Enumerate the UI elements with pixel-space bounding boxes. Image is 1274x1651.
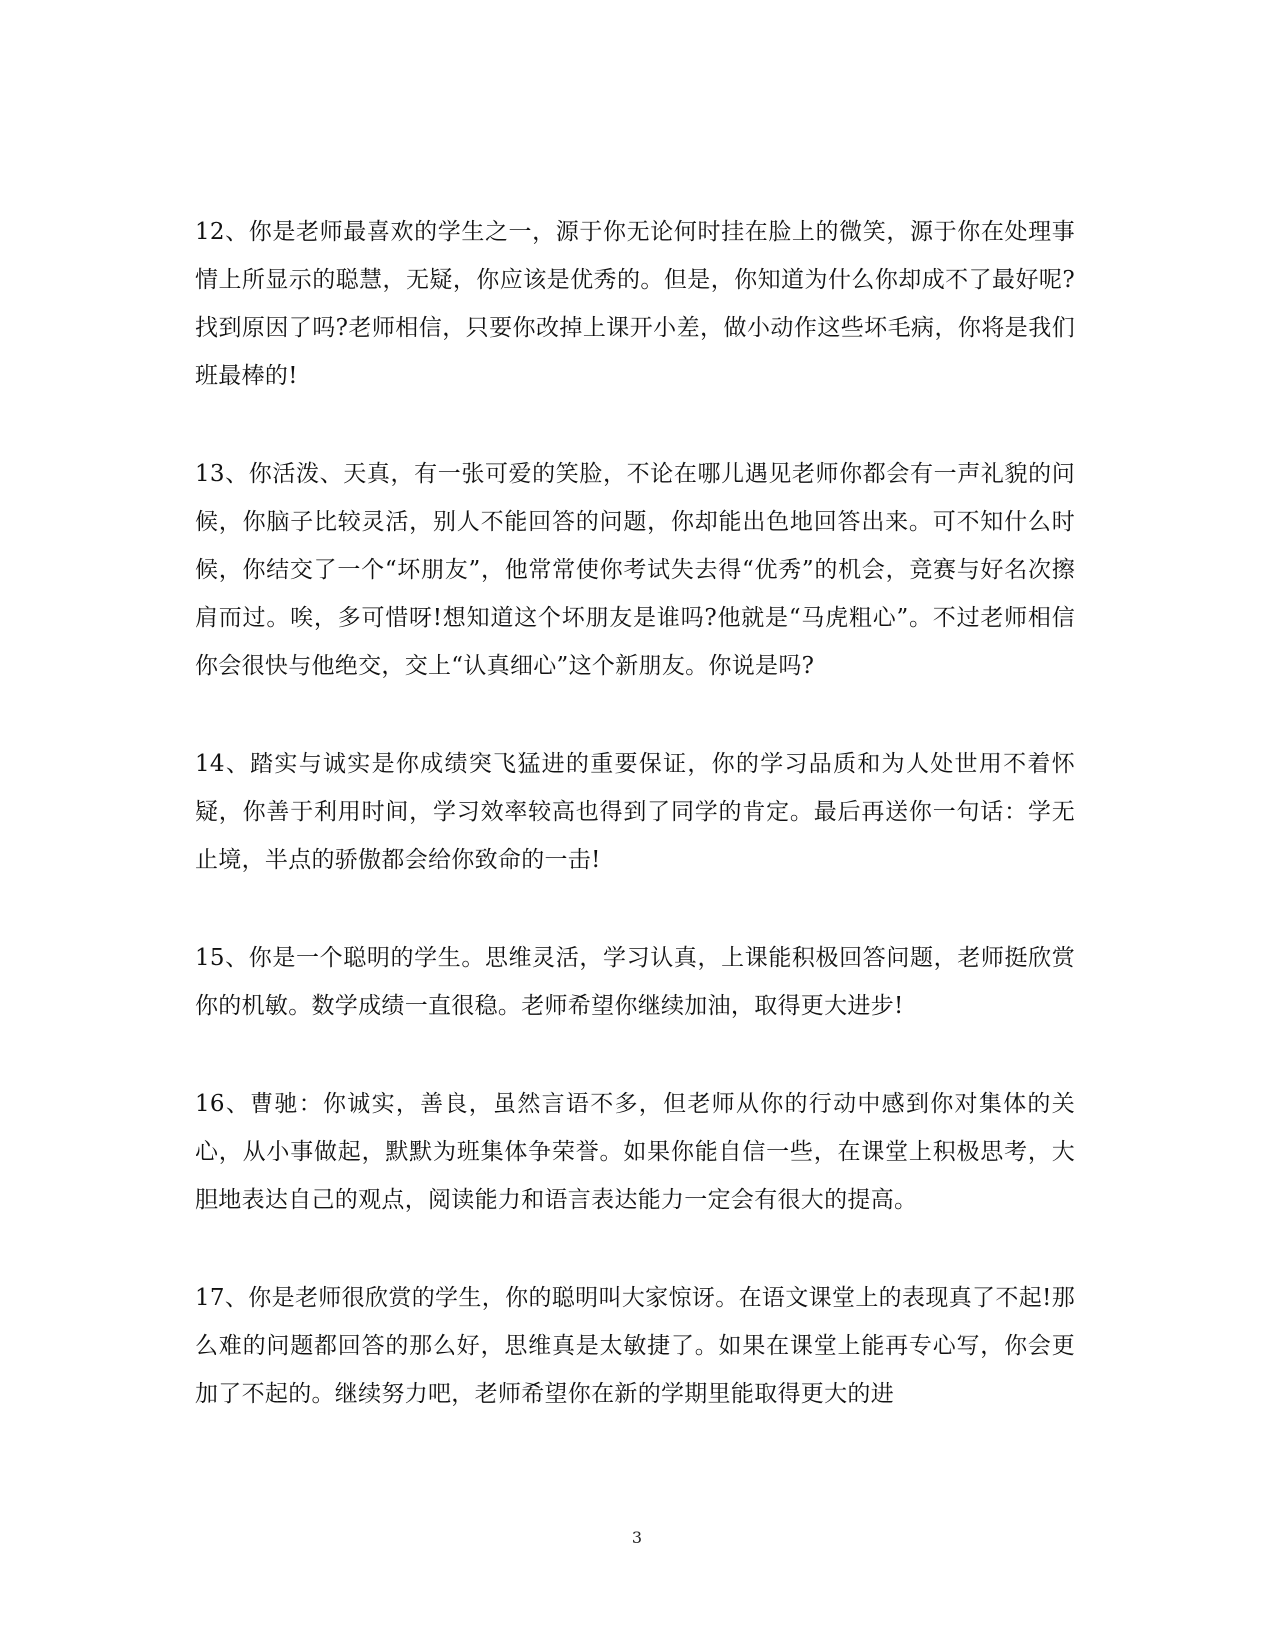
paragraph-14: 14、踏实与诚实是你成绩突飞猛进的重要保证，你的学习品质和为人处世用不着怀疑，你善于利用时间，学习效率较高也得到了同学的肯定。最后再送你一句话：学无止境，半点的骄傲都会给你致命的一击!	[195, 751, 1075, 873]
paragraph-12: 12、你是老师最喜欢的学生之一，源于你无论何时挂在脸上的微笑，源于你在处理事情上所显示的聪慧，无疑，你应该是优秀的。但是，你知道为什么你却成不了最好呢?找到原因了吗?老师相信，只要你改掉上课开小差，做小动作这些坏毛病，你将是我们班最棒的!	[195, 219, 1075, 389]
paragraph-13: 13、你活泼、天真，有一张可爱的笑脸，不论在哪儿遇见老师你都会有一声礼貌的问候，你脑子比较灵活，别人不能回答的问题，你却能出色地回答出来。可不知什么时候，你结交了一个“坏朋友”，他常常使你考试失去得“优秀”的机会，竞赛与好名次擦肩而过。唉，多可惜呀!想知道这个坏朋友是谁吗?他就是“马虎粗心”。不过老师相信你会很快与他绝交，交上“认真细心”这个新朋友。你说是吗?	[195, 461, 1075, 679]
page-number: 3	[631, 1528, 643, 1547]
paragraph-16: 16、曹驰：你诚实，善良，虽然言语不多，但老师从你的行动中感到你对集体的关心，从小事做起，默默为班集体争荣誉。如果你能自信一些，在课堂上积极思考，大胆地表达自己的观点，阅读能力和语言表达能力一定会有很大的提高。	[195, 1091, 1075, 1213]
paragraph-17: 17、你是老师很欣赏的学生，你的聪明叫大家惊讶。在语文课堂上的表现真了不起!那么难的问题都回答的那么好，思维真是太敏捷了。如果在课堂上能再专心写，你会更加了不起的。继续努力吧，老师希望你在新的学期里能取得更大的进	[195, 1285, 1075, 1407]
document-body	[195, 208, 1075, 1468]
paragraph-15: 15、你是一个聪明的学生。思维灵活，学习认真，上课能积极回答问题，老师挺欣赏你的机敏。数学成绩一直很稳。老师希望你继续加油，取得更大进步!	[195, 945, 1075, 1019]
